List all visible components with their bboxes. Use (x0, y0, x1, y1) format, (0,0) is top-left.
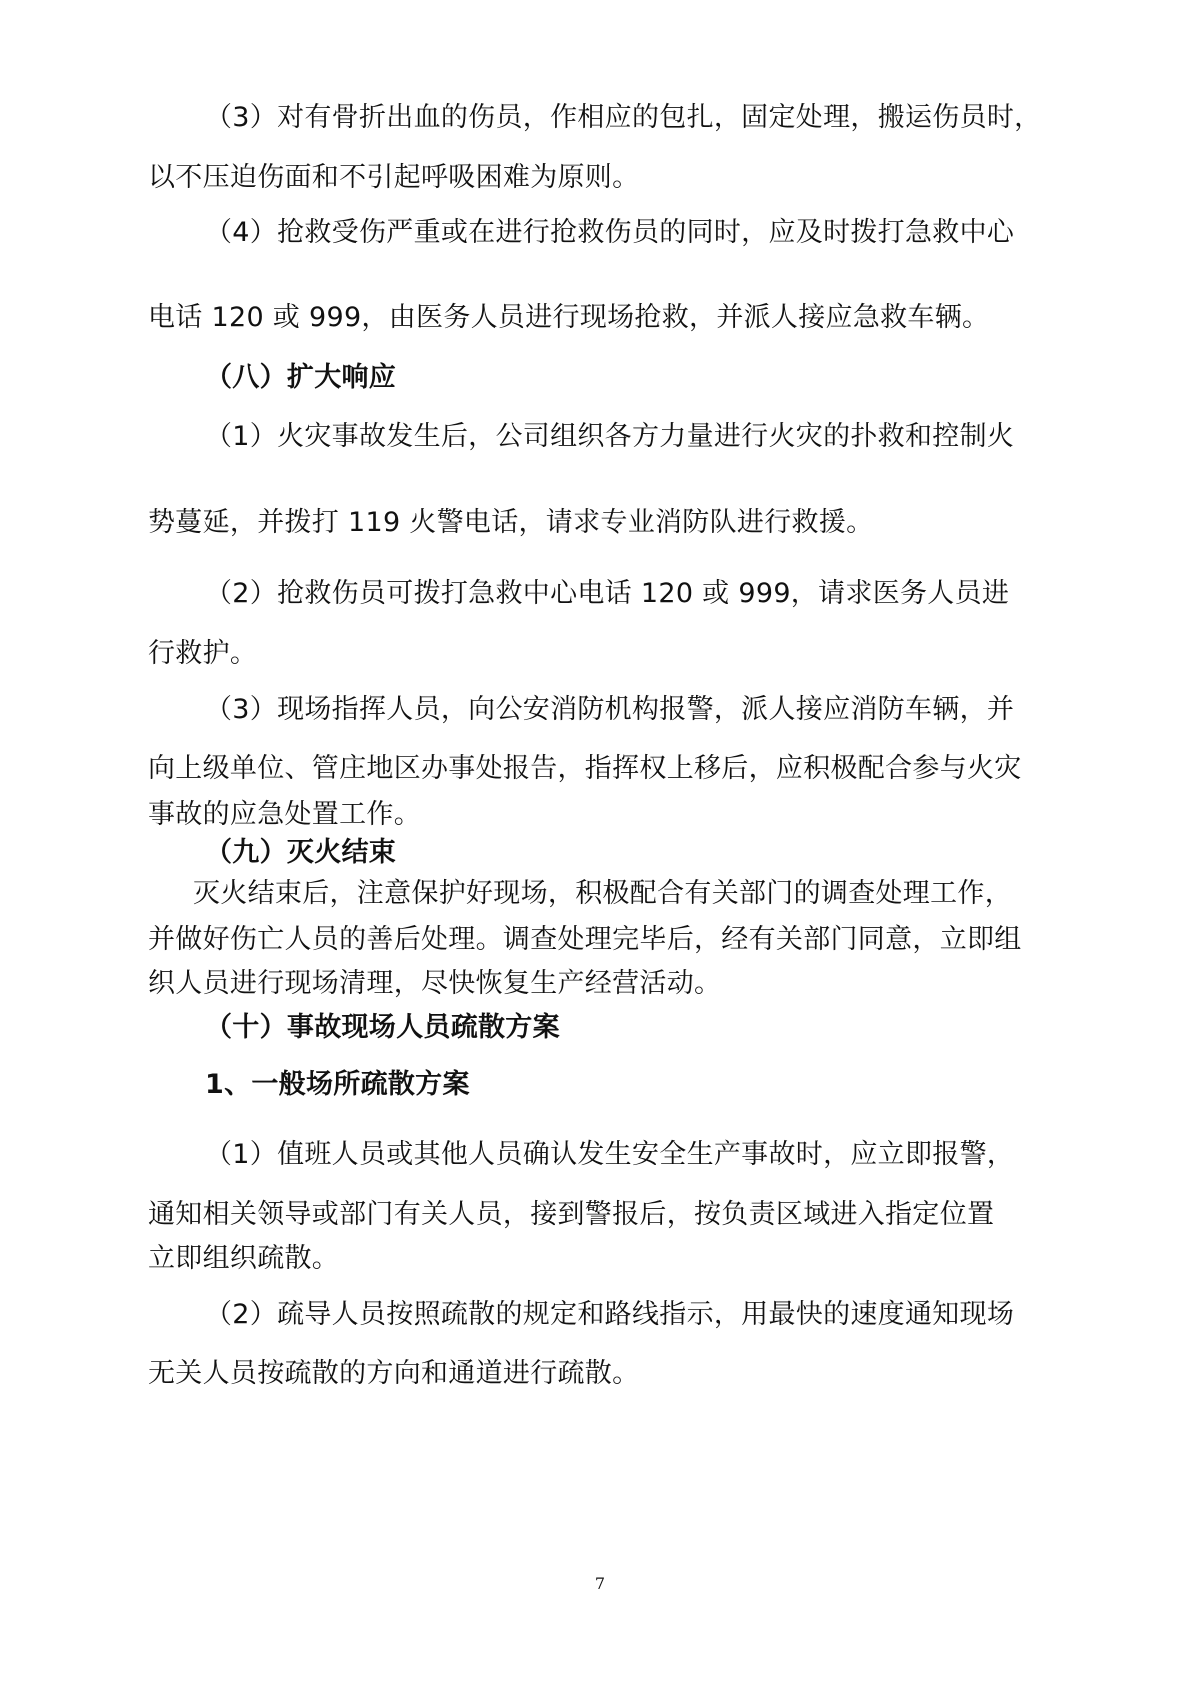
paragraph-line: （1）火灾事故发生后，公司组织各方力量进行火灾的扑救和控制火 (205, 421, 1015, 452)
section-heading: （八）扩大响应 (205, 362, 397, 393)
paragraph-line: （2）疏导人员按照疏散的规定和路线指示，用最快的速度通知现场 (205, 1299, 1015, 1330)
paragraph-line: （4）抢救受伤严重或在进行抢救伤员的同时，应及时拨打急救中心 (205, 217, 1015, 248)
paragraph-line: 无关人员按疏散的方向和通道进行疏散。 (148, 1358, 640, 1389)
paragraph-line: 行救护。 (148, 638, 258, 669)
paragraph-line: 通知相关领导或部门有关人员，接到警报后，按负责区域进入指定位置 (148, 1199, 995, 1230)
paragraph-line: （3）现场指挥人员，向公安消防机构报警，派人接应消防车辆，并 (205, 694, 1015, 725)
paragraph-line: 立即组织疏散。 (148, 1243, 340, 1274)
paragraph-line: 以不压迫伤面和不引起呼吸困难为原则。 (148, 162, 640, 193)
paragraph-line: （3）对有骨折出血的伤员，作相应的包扎，固定处理，搬运伤员时， (205, 102, 1042, 133)
paragraph-line: （1）值班人员或其他人员确认发生安全生产事故时，应立即报警， (205, 1139, 1015, 1170)
paragraph-line: 织人员进行现场清理，尽快恢复生产经营活动。 (148, 968, 722, 999)
page-number: 7 (594, 1574, 606, 1593)
paragraph-line: 并做好伤亡人员的善后处理。调查处理完毕后，经有关部门同意，立即组 (148, 924, 1022, 955)
paragraph-line: （2）抢救伤员可拨打急救中心电话 120 或 999，请求医务人员进 (205, 578, 1010, 609)
section-heading: （十）事故现场人员疏散方案 (205, 1012, 560, 1043)
paragraph-line: 灭火结束后，注意保护好现场，积极配合有关部门的调查处理工作， (193, 878, 1012, 909)
section-heading: （九）灭火结束 (205, 837, 397, 868)
subsection-heading: 1、一般场所疏散方案 (205, 1069, 470, 1100)
paragraph-line: 向上级单位、管庄地区办事处报告，指挥权上移后，应积极配合参与火灾 (148, 753, 1022, 784)
paragraph-line: 电话 120 或 999，由医务人员进行现场抢救，并派人接应急救车辆。 (148, 302, 990, 333)
paragraph-line: 事故的应急处置工作。 (148, 799, 421, 830)
paragraph-line: 势蔓延，并拨打 119 火警电话，请求专业消防队进行救援。 (148, 507, 874, 538)
